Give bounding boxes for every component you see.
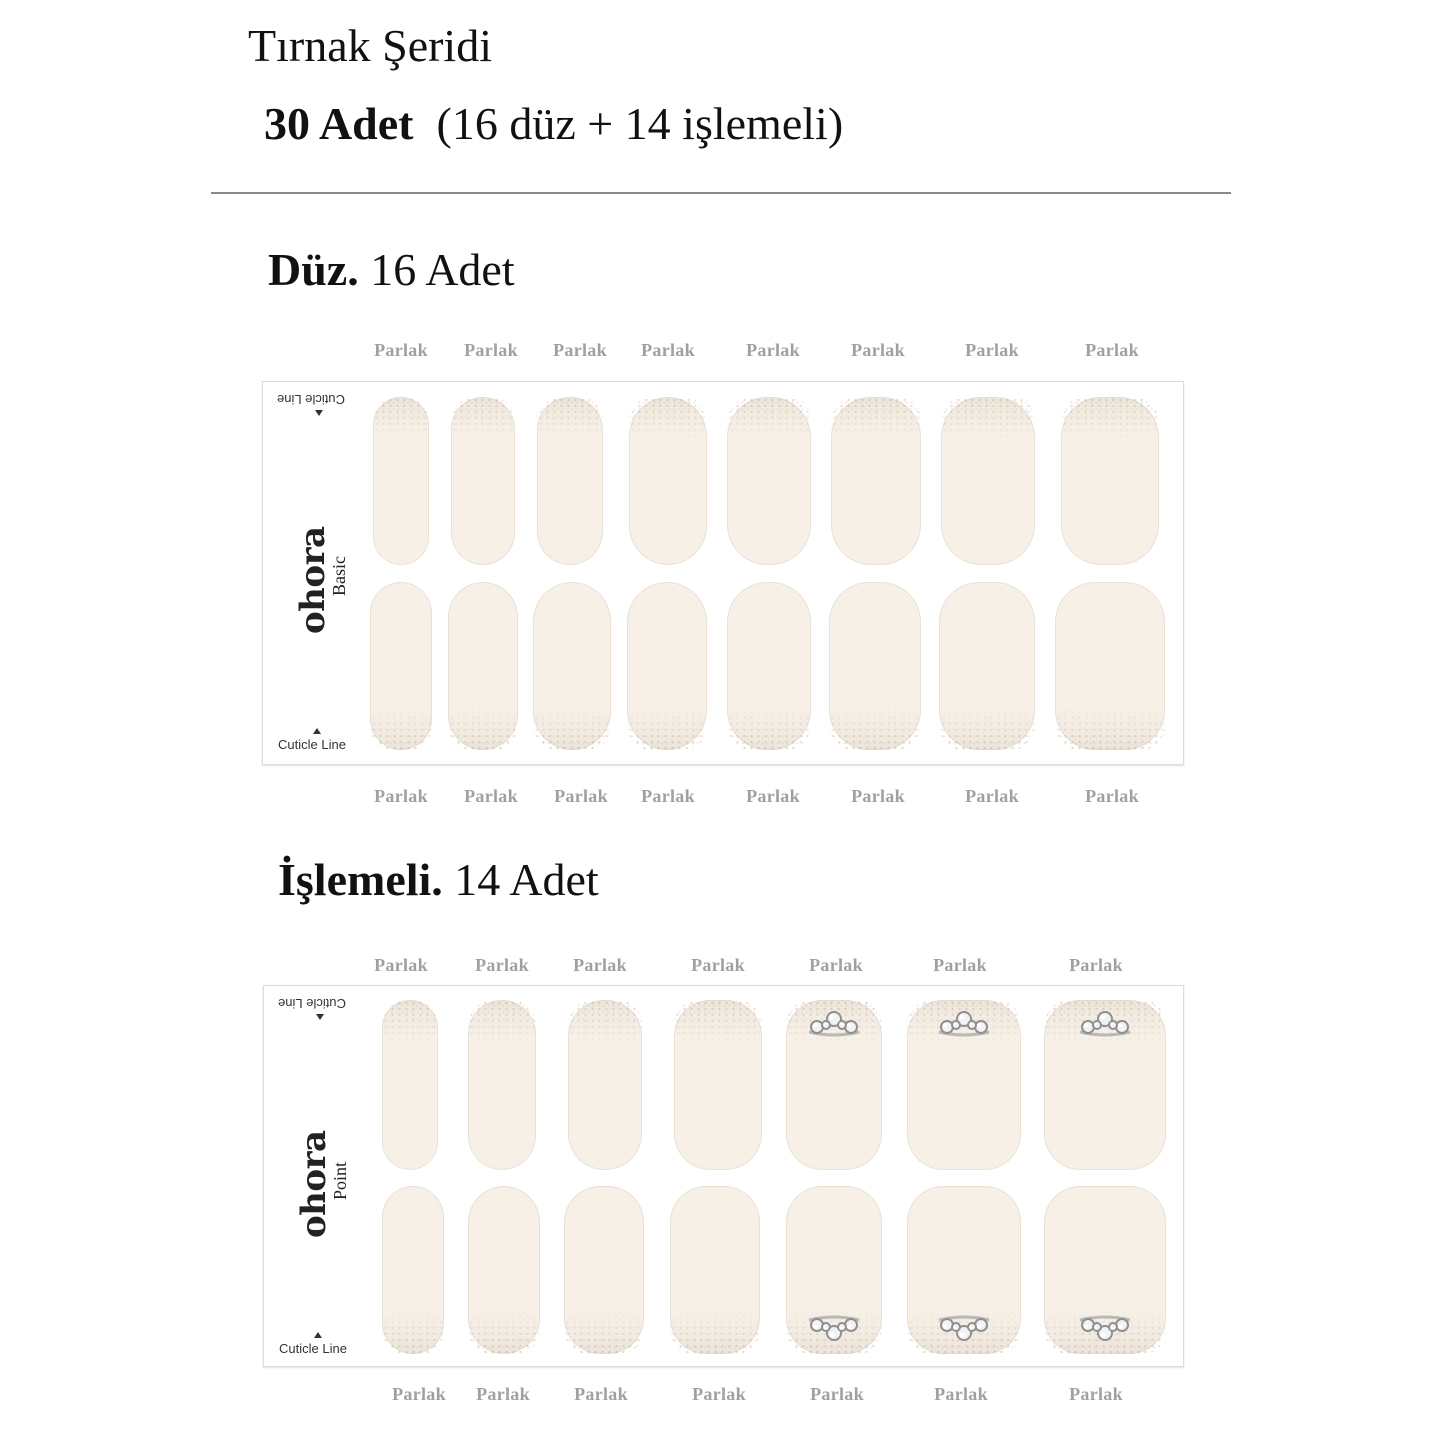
nail-piece (727, 397, 811, 565)
glitter-tip (382, 1000, 438, 1048)
brand-block (294, 1130, 334, 1238)
cuticle-arrow-down-icon (316, 1014, 324, 1020)
nail-piece (568, 1000, 642, 1170)
product-line: Basic (329, 556, 349, 596)
section-decorated-title-bold: İşlemeli. (278, 854, 443, 905)
finish-label: Parlak (746, 340, 800, 360)
nail-piece (451, 397, 515, 565)
glitter-tip (627, 703, 707, 750)
section-decorated-count: 14 Adet (454, 854, 599, 905)
nail-piece (727, 582, 811, 750)
finish-label: Parlak (574, 1384, 628, 1404)
glitter-tip (537, 397, 603, 444)
glitter-tip (373, 397, 429, 444)
brand-block (293, 526, 333, 634)
nail-piece (939, 582, 1035, 750)
section-decorated-title (278, 852, 599, 908)
section-plain-count: 16 Adet (370, 244, 515, 295)
finish-label: Parlak (554, 786, 608, 806)
nail-piece (629, 397, 707, 565)
nail-piece (1061, 397, 1159, 565)
nail-piece (674, 1000, 762, 1170)
nail-piece (1044, 1186, 1166, 1354)
piece-count-total: 30 Adet (264, 98, 414, 149)
finish-label: Parlak (1069, 955, 1123, 975)
product-line: Point (330, 1161, 350, 1200)
glitter-tip (451, 397, 515, 444)
cuticle-arrow-up-icon (313, 728, 321, 734)
nail-piece (468, 1186, 540, 1354)
nail-piece (1055, 582, 1165, 750)
glitter-tip (629, 397, 707, 444)
nail-piece (831, 397, 921, 565)
cuticle-arrow-up-icon (314, 1332, 322, 1338)
nail-piece (448, 582, 518, 750)
glitter-tip (370, 703, 432, 750)
nail-piece (829, 582, 921, 750)
glitter-tip (831, 397, 921, 444)
rhinestone-charm-icon (1076, 1314, 1134, 1344)
cuticle-line-label-bottom: Cuticle Line (279, 1341, 347, 1356)
nail-piece (537, 397, 603, 565)
nail-sheet-basic (262, 381, 1184, 765)
nail-piece (468, 1000, 536, 1170)
brand-logo: ohora (293, 526, 333, 634)
product-line-block (329, 556, 350, 602)
glitter-tip (1061, 397, 1159, 444)
finish-label: Parlak (464, 340, 518, 360)
rhinestone-charm-icon (805, 1314, 863, 1344)
finish-label: Parlak (475, 955, 529, 975)
finish-label: Parlak (374, 955, 428, 975)
finish-label: Parlak (965, 786, 1019, 806)
section-plain-title-bold: Düz. (268, 244, 359, 295)
nail-piece (907, 1000, 1021, 1170)
glitter-tip (727, 703, 811, 750)
finish-label: Parlak (374, 786, 428, 806)
piece-count-breakdown: (16 düz + 14 işlemeli) (436, 98, 844, 149)
glitter-tip (939, 703, 1035, 750)
rhinestone-charm-icon (805, 1008, 863, 1038)
finish-label: Parlak (934, 1384, 988, 1404)
finish-label: Parlak (692, 1384, 746, 1404)
nail-sheet-point (263, 985, 1184, 1367)
nail-piece (786, 1186, 882, 1354)
rhinestone-charm-icon (1076, 1008, 1134, 1038)
finish-label: Parlak (809, 955, 863, 975)
glitter-tip (468, 1307, 540, 1354)
glitter-tip (670, 1307, 760, 1354)
glitter-tip (674, 1000, 762, 1048)
finish-label: Parlak (810, 1384, 864, 1404)
glitter-tip (382, 1307, 444, 1354)
finish-label: Parlak (851, 786, 905, 806)
nail-piece (1044, 1000, 1166, 1170)
nail-piece (370, 582, 432, 750)
glitter-tip (829, 703, 921, 750)
piece-count (264, 96, 843, 152)
finish-label: Parlak (476, 1384, 530, 1404)
nail-piece (382, 1186, 444, 1354)
finish-label: Parlak (464, 786, 518, 806)
rhinestone-charm-icon (935, 1008, 993, 1038)
finish-label: Parlak (1085, 786, 1139, 806)
glitter-tip (1055, 703, 1165, 750)
nail-piece (670, 1186, 760, 1354)
glitter-tip (568, 1000, 642, 1048)
glitter-tip (941, 397, 1035, 444)
nail-piece (786, 1000, 882, 1170)
finish-label: Parlak (1069, 1384, 1123, 1404)
divider (211, 192, 1231, 194)
finish-label: Parlak (641, 786, 695, 806)
finish-label: Parlak (573, 955, 627, 975)
finish-label: Parlak (392, 1384, 446, 1404)
glitter-tip (727, 397, 811, 444)
rhinestone-charm-icon (935, 1314, 993, 1344)
finish-label: Parlak (553, 340, 607, 360)
glitter-tip (468, 1000, 536, 1048)
nail-piece (941, 397, 1035, 565)
nail-piece (907, 1186, 1021, 1354)
finish-label: Parlak (965, 340, 1019, 360)
glitter-tip (533, 703, 611, 750)
glitter-tip (564, 1307, 644, 1354)
nail-piece (373, 397, 429, 565)
finish-label: Parlak (746, 786, 800, 806)
cuticle-arrow-down-icon (315, 410, 323, 416)
brand-logo: ohora (294, 1130, 334, 1238)
nail-piece (533, 582, 611, 750)
finish-label: Parlak (1085, 340, 1139, 360)
cuticle-line-label-top: Cuticle Line (277, 392, 345, 407)
finish-label: Parlak (933, 955, 987, 975)
product-line-block (330, 1162, 351, 1206)
cuticle-line-label-top: Cuticle Line (278, 996, 346, 1011)
glitter-tip (448, 703, 518, 750)
nail-piece (382, 1000, 438, 1170)
cuticle-line-label-bottom: Cuticle Line (278, 737, 346, 752)
nail-piece (627, 582, 707, 750)
section-plain-title (268, 242, 515, 298)
finish-label: Parlak (374, 340, 428, 360)
page-title: Tırnak Şeridi (248, 20, 492, 71)
finish-label: Parlak (851, 340, 905, 360)
finish-label: Parlak (641, 340, 695, 360)
nail-piece (564, 1186, 644, 1354)
finish-label: Parlak (691, 955, 745, 975)
